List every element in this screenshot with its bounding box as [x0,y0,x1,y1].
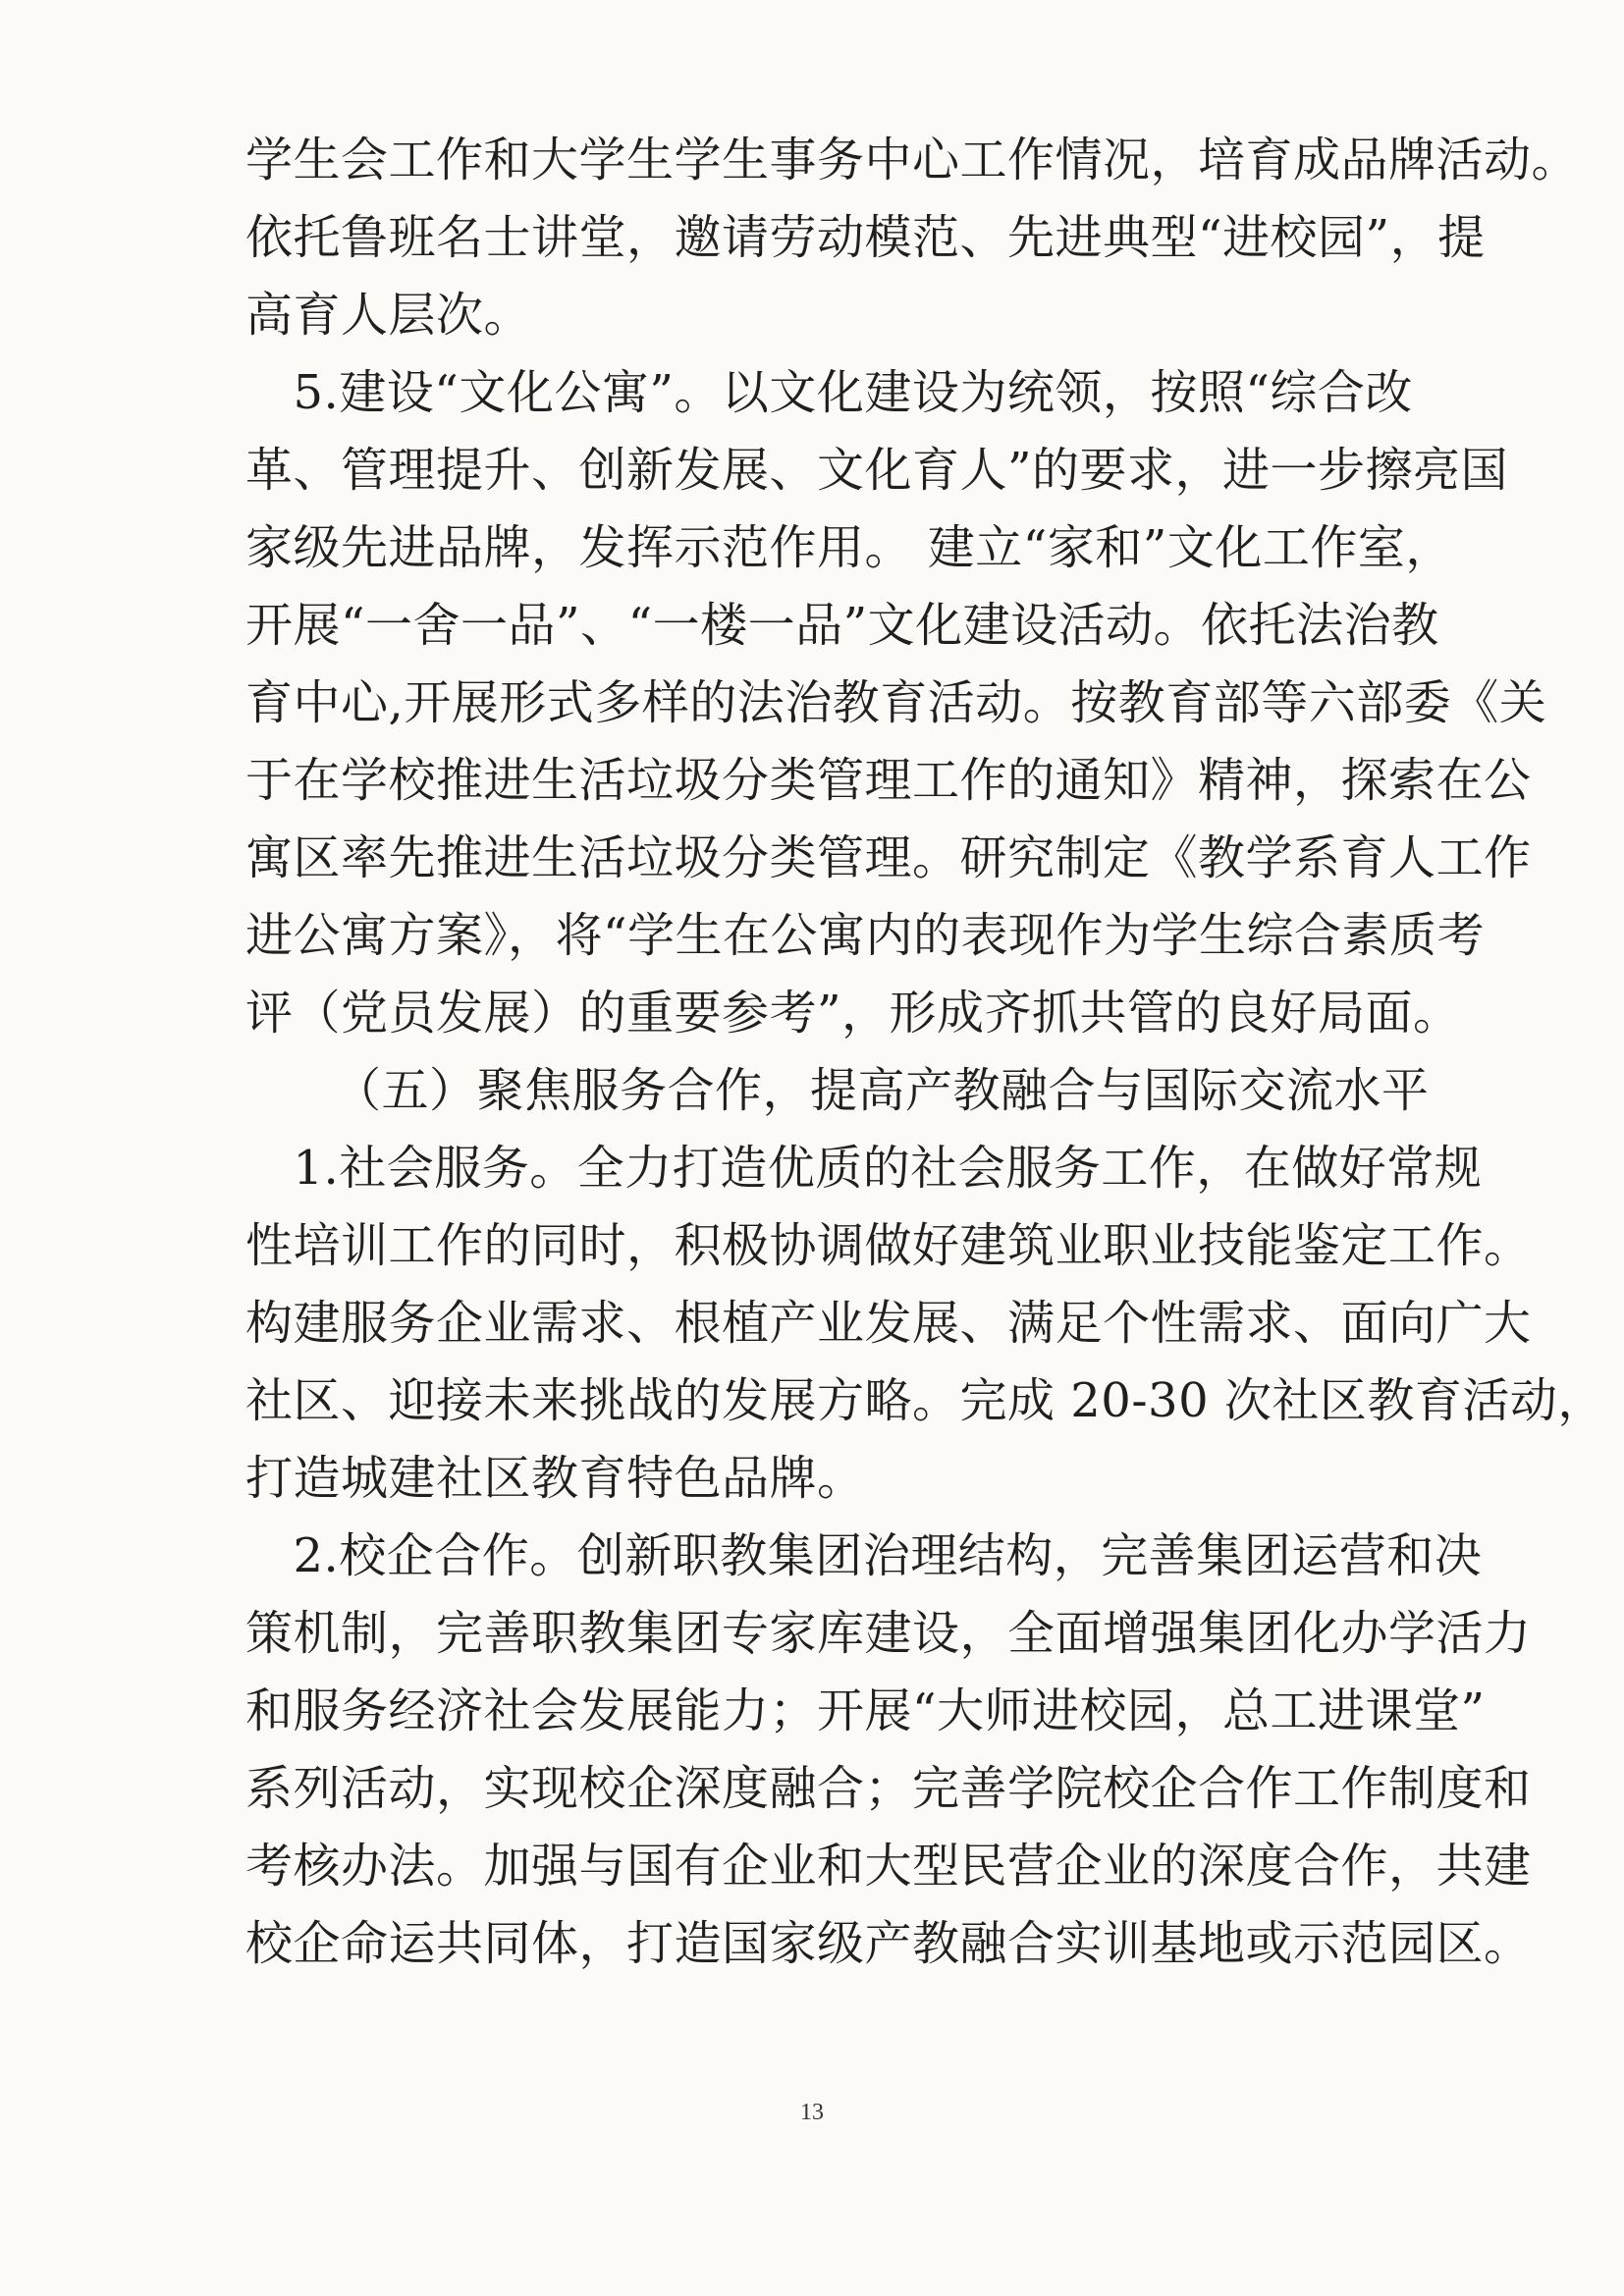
text-line-3: 高育人层次。 [245,288,532,343]
text-line-7: 开展“一舍一品”、“一楼一品”文化建设活动。依托法治教 [245,598,1439,653]
text-line-15: 性培训工作的同时，积极协调做好建筑业职业技能鉴定工作。 [245,1218,1532,1273]
text-line-11: 进公寓方案》，将“学生在公寓内的表现作为学生综合素质考 [245,908,1486,963]
text-line-12: 评（党员发展）的重要参考”，形成齐抓共管的良好局面。 [245,986,1461,1041]
text-line-17: 社区、迎接未来挑战的发展方略。完成 20-30 次社区教育活动， [245,1373,1605,1428]
text-line-2: 依托鲁班名士讲堂，邀请劳动模范、先进典型“进校园”，提 [245,210,1486,265]
text-line-22: 系列活动，实现校企深度融合；完善学院校企合作工作制度和 [245,1761,1532,1816]
text-line-24: 校企命运共同体，打造国家级产教融合实训基地或示范园区。 [245,1916,1532,1971]
text-line-18: 打造城建社区教育特色品牌。 [245,1451,865,1506]
section-heading: （五）聚焦服务合作，提高产教融合与国际交流水平 [334,1063,1430,1118]
text-line-21: 和服务经济社会发展能力；开展“大师进校园，总工进课堂” [245,1683,1486,1738]
text-line-23: 考核办法。加强与国有企业和大型民营企业的深度合作，共建 [245,1839,1532,1894]
text-line-20: 策机制，完善职教集团专家库建设，全面增强集团化办学活力 [245,1606,1532,1661]
text-line-4: 5.建设“文化公寓”。以文化建设为统领，按照“综合改 [245,365,1413,420]
text-line-5: 革、管理提升、创新发展、文化育人”的要求，进一步擦亮国 [245,443,1509,498]
text-line-19: 2.校企合作。创新职教集团治理结构，完善集团运营和决 [245,1528,1483,1583]
text-line-10: 寓区率先推进生活垃圾分类管理。研究制定《教学系育人工作 [245,830,1532,885]
page-number: 13 [800,2100,824,2125]
text-line-8: 育中心,开展形式多样的法治教育活动。按教育部等六部委《关 [245,675,1547,730]
text-line-16: 构建服务企业需求、根植产业发展、满足个性需求、面向广大 [245,1296,1532,1351]
text-line-1: 学生会工作和大学生学生事务中心工作情况，培育成品牌活动。 [245,133,1580,187]
text-line-14: 1.社会服务。全力打造优质的社会服务工作，在做好常规 [245,1141,1483,1196]
text-line-6: 家级先进品牌，发挥示范作用。 建立“家和”文化工作室， [245,520,1453,575]
text-line-9: 于在学校推进生活垃圾分类管理工作的通知》精神，探索在公 [245,753,1532,808]
